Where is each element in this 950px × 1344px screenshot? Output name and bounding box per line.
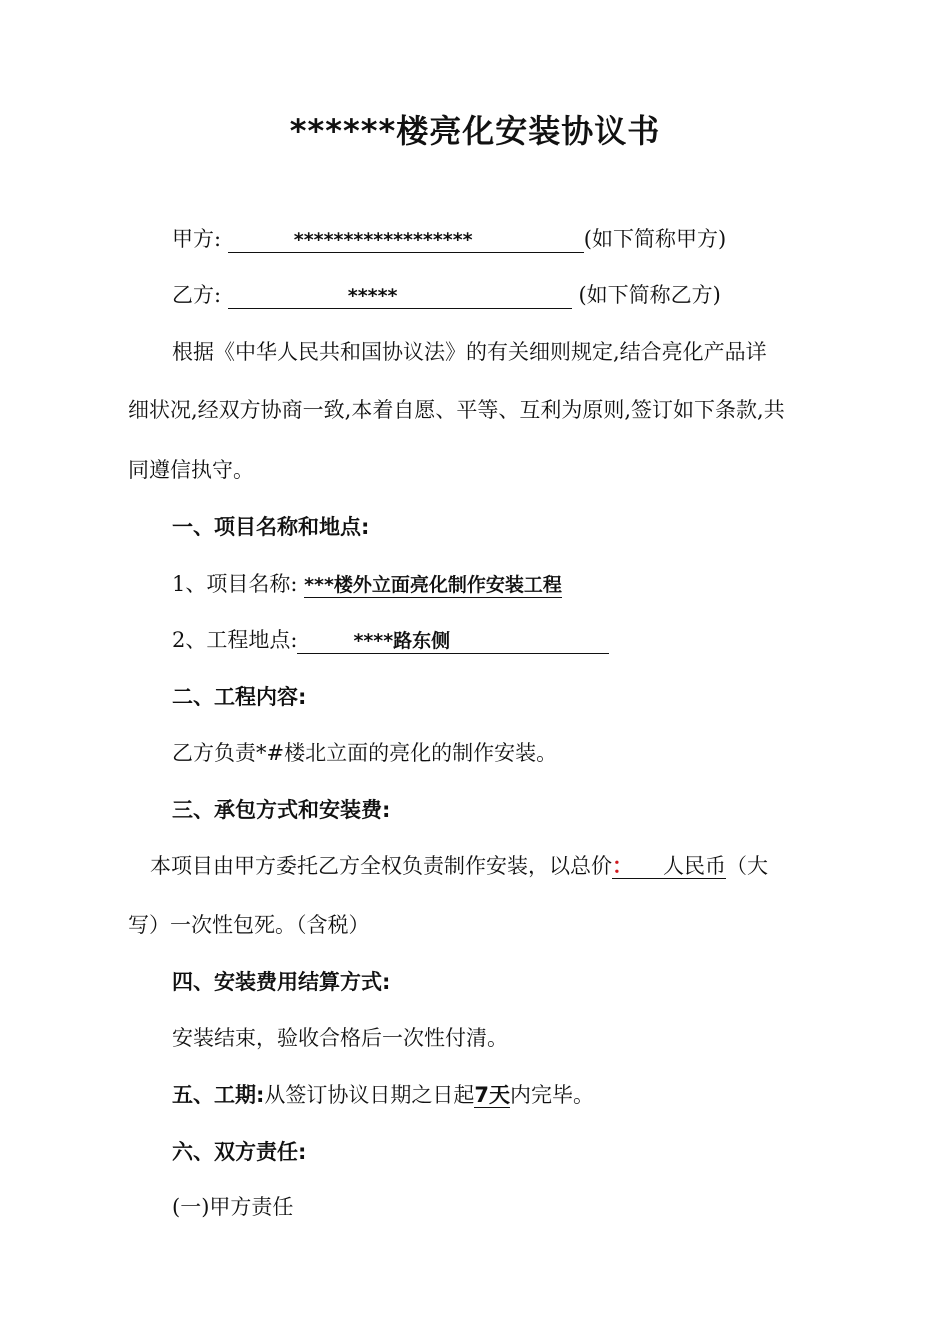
construction-days: 7天 [474, 1083, 511, 1107]
intro-line-3: 同遵信执守。 [128, 458, 254, 482]
document-title: ******楼亮化安装协议书 [289, 112, 661, 150]
section-4-heading: 四、安装费用结算方式: [172, 970, 391, 994]
section-3-line-1 [150, 851, 768, 881]
section-3-heading: 三、承包方式和安装费: [172, 798, 391, 822]
project-name-label: 1、项目名称: [172, 572, 298, 596]
party-a-field [228, 227, 584, 253]
project-name-value: ***楼外立面亮化制作安装工程 [304, 574, 562, 596]
project-location-label: 2、工程地点: [172, 628, 298, 652]
section-3-line-1-end: （大 [726, 854, 768, 878]
section-5-body-post: 内完毕。 [510, 1083, 595, 1107]
party-a-value: ****************** [293, 229, 473, 251]
intro-line-1: 根据《中华人民共和国协议法》的有关细则规定,结合亮化产品详 [172, 340, 767, 364]
section-3-line-2: 写）一次性包死。（含税） [128, 913, 370, 937]
section-5-heading: 五、工期: [172, 1083, 265, 1107]
party-b-label: 乙方: [172, 283, 222, 307]
party-b-line [172, 280, 721, 310]
party-b-suffix: (如下简称乙方) [578, 283, 721, 307]
section-6-sub-1: (一)甲方责任 [172, 1195, 294, 1219]
section-2-body: 乙方负责*#楼北立面的亮化的制作安装。 [172, 741, 558, 765]
section-5-body-pre: 从签订协议日期之日起 [264, 1083, 475, 1107]
price-field [612, 854, 663, 879]
project-location-field [297, 628, 609, 654]
price-colon: ： [612, 853, 633, 878]
section-4-body: 安装结束，验收合格后一次性付清。 [172, 1026, 508, 1050]
section-2-heading: 二、工程内容: [172, 685, 307, 709]
party-b-value: ***** [347, 285, 398, 307]
section-5-line [172, 1080, 594, 1110]
section-6-heading: 六、双方责任: [172, 1140, 307, 1164]
section-1-item-1 [172, 569, 562, 599]
section-1-heading: 一、项目名称和地点: [172, 515, 370, 539]
party-b-field [228, 283, 572, 309]
intro-line-2: 细状况,经双方协商一致,本着自愿、平等、互利为原则,签订如下条款,共 [128, 398, 785, 422]
party-a-line [172, 224, 726, 254]
section-1-item-2 [172, 625, 609, 655]
price-currency: 人民币 [663, 854, 726, 878]
party-a-label: 甲方: [172, 227, 222, 251]
section-3-line-1-text: 本项目由甲方委托乙方全权负责制作安装，以总价 [150, 854, 612, 878]
project-location-value: ****路东侧 [353, 630, 451, 652]
party-a-suffix: (如下简称甲方) [583, 227, 727, 251]
